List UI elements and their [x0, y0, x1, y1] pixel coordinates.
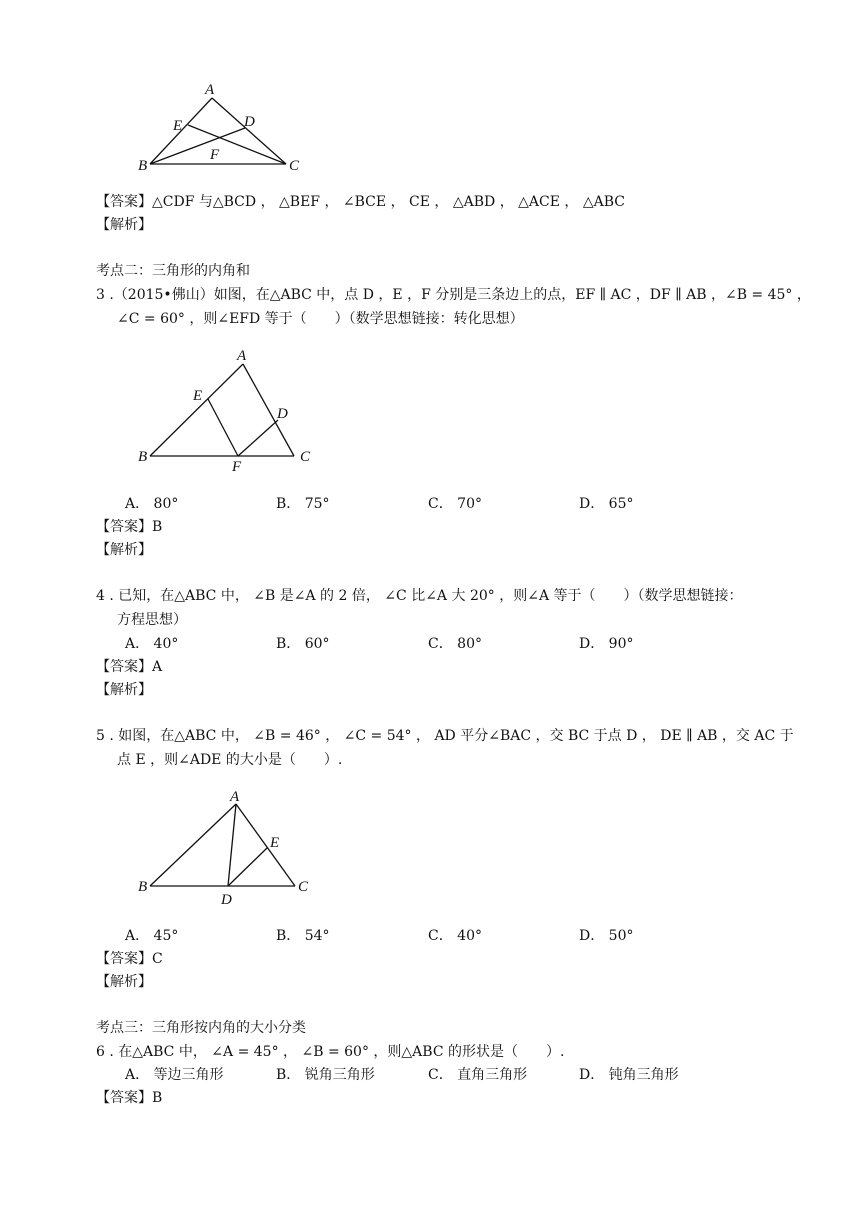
- label-d: D: [277, 406, 288, 422]
- q6-answer: 【答案】B: [96, 1090, 163, 1106]
- q5-analysis: 【解析】: [96, 974, 152, 990]
- segment-ef: [208, 399, 238, 456]
- label-d: D: [244, 114, 255, 130]
- label-e: E: [270, 835, 280, 851]
- q5-option-b: B． 54°: [276, 928, 330, 944]
- figure-triangle-abc-1: [130, 84, 320, 180]
- segment-ac: [236, 804, 295, 886]
- label-d: D: [221, 892, 232, 908]
- segment-de: [228, 848, 267, 886]
- q3-stem-line1: 3 .（2015•佛山）如图，在△ABC 中，点 D ，E ，F 分别是三条边上的点，EF ∥ AC ，DF ∥ AB ，∠B = 45° ，: [96, 287, 811, 303]
- label-b: B: [138, 879, 148, 895]
- q6-option-d: D． 钝角三角形: [579, 1067, 679, 1083]
- q3-answer: 【答案】B: [96, 519, 163, 535]
- section-title-3: 考点三：三角形按内角的大小分类: [96, 1020, 306, 1036]
- analysis-1: 【解析】: [96, 217, 152, 233]
- label-a: A: [237, 348, 247, 364]
- label-f: F: [232, 459, 242, 475]
- section-title-2: 考点二：三角形的内角和: [96, 263, 250, 279]
- q5-option-d: D． 50°: [579, 928, 634, 944]
- label-c: C: [300, 449, 311, 465]
- q4-option-b: B． 60°: [276, 636, 330, 652]
- segment-ab: [150, 804, 236, 886]
- q6-option-a: A． 等边三角形: [125, 1067, 224, 1083]
- label-a: A: [205, 82, 215, 98]
- segment-be: [150, 128, 245, 164]
- q5-option-c: C． 40°: [428, 928, 482, 944]
- q3-analysis: 【解析】: [96, 542, 152, 558]
- segment-ad: [228, 804, 236, 886]
- q4-option-a: A． 40°: [125, 636, 179, 652]
- q5-stem-line1: 5 . 如图，在△ABC 中， ∠B = 46° ， ∠C = 54° ， AD 平分∠BAC ，交 BC 于点 D ， DE ∥ AB ，交 AC 于: [96, 728, 794, 744]
- q3-option-d: D． 65°: [579, 496, 634, 512]
- label-f: F: [210, 147, 220, 163]
- q4-stem-line2: 方程思想）: [117, 612, 187, 628]
- label-b: B: [138, 158, 148, 174]
- label-e: E: [173, 118, 183, 134]
- label-b: B: [138, 449, 148, 465]
- q5-answer: 【答案】C: [96, 951, 163, 967]
- q6-stem-line1: 6 . 在△ABC 中， ∠A = 45° ， ∠B = 60° ，则△ABC 的形状是（ ）.: [96, 1044, 565, 1060]
- label-c: C: [298, 879, 309, 895]
- figure-triangle-abc-q3: [130, 344, 330, 474]
- label-c: C: [289, 158, 300, 174]
- q4-stem-line1: 4 . 已知，在△ABC 中， ∠B 是∠A 的 2 倍， ∠C 比∠A 大 20° ，则∠A 等于（ ）（数学思想链接：: [96, 588, 743, 604]
- segment-ac: [212, 98, 286, 164]
- segment-ab: [150, 364, 243, 456]
- q4-answer: 【答案】A: [96, 659, 163, 675]
- q4-option-c: C． 80°: [428, 636, 482, 652]
- q5-stem-line2: 点 E ，则∠ADE 的大小是（ ）.: [117, 752, 343, 768]
- q4-option-d: D． 90°: [579, 636, 634, 652]
- q3-option-a: A． 80°: [125, 496, 179, 512]
- q3-option-c: C． 70°: [428, 496, 482, 512]
- q6-option-c: C． 直角三角形: [428, 1067, 528, 1083]
- label-e: E: [193, 388, 203, 404]
- q3-stem-line2: ∠C = 60° ，则∠EFD 等于（ ）（数学思想链接：转化思想）: [117, 311, 524, 327]
- answer-line-1: 【答案】△CDF 与△BCD ， △BEF ， ∠BCE ， CE ， △ABD ， △ACE ， △ABC: [96, 194, 625, 210]
- q4-analysis: 【解析】: [96, 682, 152, 698]
- figure-triangle-abc-q5: [130, 784, 330, 910]
- q3-option-b: B． 75°: [276, 496, 330, 512]
- segment-df: [238, 420, 278, 456]
- q6-option-b: B． 锐角三角形: [276, 1067, 375, 1083]
- label-a: A: [230, 789, 240, 805]
- q5-option-a: A． 45°: [125, 928, 179, 944]
